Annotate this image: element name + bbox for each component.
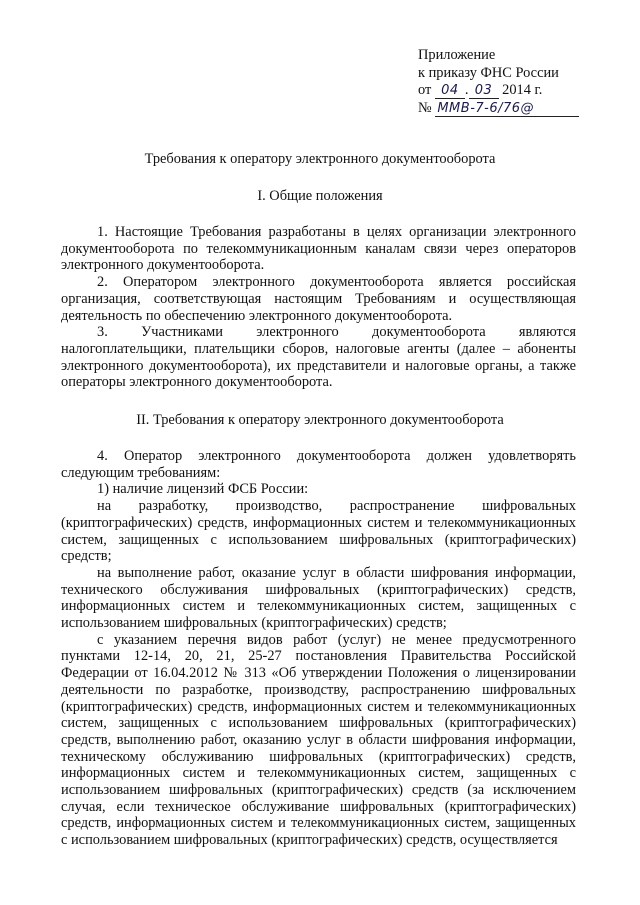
section-2-heading: II. Требования к оператору электронного документооборота — [136, 412, 504, 428]
document-title: Требования к оператору электронного документооборота — [144, 151, 496, 167]
section-2-body — [61, 448, 576, 849]
paragraph: 1. Настоящие Требования разработаны в целях организации электронного документооборота по телекоммуникационным каналам связи через операторов электронного документооборота. — [61, 224, 576, 274]
appendix-date-row: от 04 . 03 2014 г. — [418, 82, 543, 98]
handwritten-day: 04 — [435, 84, 465, 99]
list-item: 1) наличие лицензий ФСБ России: — [97, 481, 309, 498]
appendix-number-row — [418, 100, 618, 118]
handwritten-order-number: ММВ-7-6/76@ — [435, 102, 579, 117]
appendix-order-ref: к приказу ФНС России — [418, 64, 559, 81]
appendix-label: Приложение — [418, 47, 496, 63]
section-1-heading: I. Общие положения — [257, 188, 383, 204]
handwritten-month: 03 — [469, 84, 499, 99]
paragraph: 4. Оператор электронного документооборота должен удовлетворять следующим требованиям: — [61, 448, 576, 481]
number-prefix: № — [418, 99, 432, 116]
date-prefix: от — [418, 82, 432, 98]
section-1-body — [61, 224, 576, 391]
date-year: 2014 г. — [502, 82, 543, 98]
paragraph: 2. Оператором электронного документооборота является российская организация, соответствующая настоящим Требованиям и осуществляющая деятельность по обеспечению электронного документооборота. — [61, 274, 576, 324]
paragraph: 3. Участниками электронного документооборота являются налогоплательщики, плательщики сборов, налоговые агенты (далее – абоненты электронного документооборота), их представители и налоговые органы, а также операторы электронного документооборота. — [61, 324, 576, 391]
paragraph: на выполнение работ, оказание услуг в области шифрования информации, технического обслуживания шифровальных (криптографических) средств, информационных систем и телекоммуникационных систем, защищенных с использованием шифровальных (криптографических) средств; — [61, 564, 576, 632]
appendix-block — [418, 47, 618, 117]
paragraph: на разработку, производство, распространение шифровальных (криптографических) средств, информационных систем и телекоммуникационных систем, защищенных с использованием шифровальных (криптографических) средств; — [61, 498, 576, 565]
paragraph: с указанием перечня видов работ (услуг) не менее предусмотренного пунктами 12-14, 20, 21, 25-27 постановления Правительства Российской Федерации от 16.04.2012 № 313 «Об утверждении Положения о лицензировании деятельности по разработке, производству, распространению шифровальных (криптографических) средств, информационных систем и телекоммуникационных систем, защищенных с использованием шифровальных (криптографических) средств, выполнению работ, оказанию услуг в области шифрования информации, техническому обслуживанию шифровальных (криптографических) средств, информационных систем и телекоммуникационных систем, защищенных с использованием шифровальных (криптографических) средств (за исключением случая, если техническое обслуживание шифровальных (криптографических) средств, информационных систем и телекоммуникационных систем, защищенных с использованием шифровальных (криптографических) средств, осуществляется — [61, 631, 576, 849]
